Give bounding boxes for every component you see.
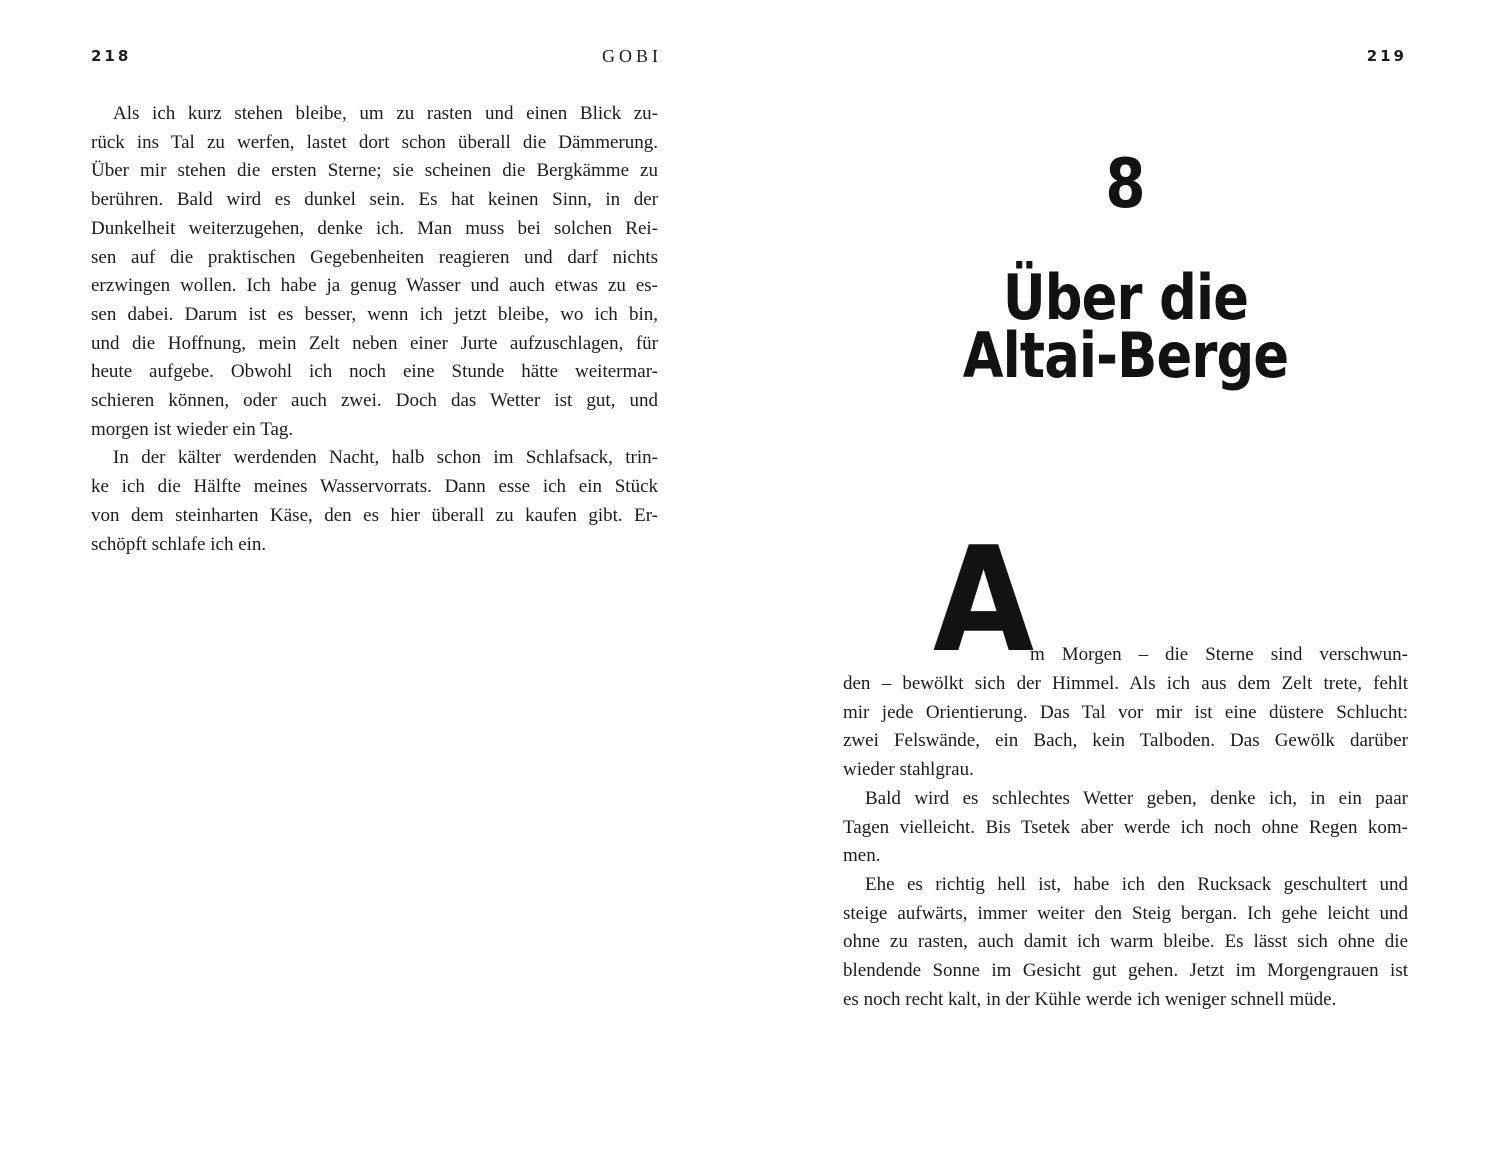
text-line: blendende Sonne im Gesicht gut gehen. Jetzt im Morgengrauen ist: [843, 960, 1408, 982]
text-line: wieder stahlgrau.: [843, 759, 974, 781]
chapter-title-line-2: Altai-Berge: [962, 319, 1289, 392]
text-line: schöpft schlafe ich ein.: [91, 533, 267, 555]
text-line: In der kälter werdenden Nacht, halb schon im Schlafsack, trin-: [113, 447, 658, 469]
text-line: Tagen vielleicht. Bis Tsetek aber werde ich noch ohne Regen kom-: [843, 816, 1408, 838]
page-number-right: 219: [1366, 47, 1407, 65]
text-line: rück ins Tal zu werfen, lastet dort schon überall die Dämmerung.: [91, 131, 658, 153]
text-line: ohne zu rasten, auch damit ich warm bleibe. Es lässt sich ohne die: [843, 931, 1408, 953]
text-line: den – bewölkt sich der Himmel. Als ich aus dem Zelt trete, fehlt: [843, 673, 1408, 694]
text-line: Bald wird es schlechtes Wetter geben, denke ich, in ein paar: [865, 787, 1408, 809]
chapter-title-line-1: Über die: [1002, 261, 1249, 334]
chapter-number: 8: [1105, 145, 1146, 224]
text-line: es noch recht kalt, in der Kühle werde ich weniger schnell müde.: [843, 988, 1337, 1010]
text-line: morgen ist wieder ein Tag.: [91, 418, 294, 440]
text-line: heute aufgebe. Obwohl ich noch eine Stunde hätte weitermar-: [91, 361, 658, 383]
text-line: berühren. Bald wird es dunkel sein. Es hat keinen Sinn, in der: [91, 189, 658, 211]
text-line: zwei Felswände, ein Bach, kein Talboden. Das Gewölk darüber: [843, 730, 1408, 752]
text-line: schieren können, oder auch zwei. Doch das Wetter ist gut, und: [91, 390, 658, 412]
text-line: Über mir stehen die ersten Sterne; sie scheinen die Bergkämme zu: [91, 160, 658, 182]
text-line: Ehe es richtig hell ist, habe ich den Rucksack geschultert und: [865, 873, 1408, 895]
left-page-text-block: [91, 100, 658, 559]
chapter-opening-line: m Morgen – die Sterne sind verschwun-: [1030, 644, 1408, 665]
text-line: Als ich kurz stehen bleibe, um zu rasten und einen Blick zu-: [113, 103, 658, 124]
text-line: von dem steinharten Käse, den es hier überall zu kaufen gibt. Er-: [91, 504, 658, 526]
text-line: erzwingen wollen. Ich habe ja genug Wasser und auch etwas zu es-: [91, 275, 658, 297]
text-line: ke ich die Hälfte meines Wasservorrats. Dann esse ich ein Stück: [91, 476, 658, 498]
text-line: und die Hoffnung, mein Zelt neben einer Jurte aufzuschlagen, für: [91, 332, 658, 354]
chapter-title: [885, 261, 1365, 392]
text-line: men.: [843, 845, 881, 867]
drop-cap-letter: A: [933, 516, 1035, 685]
text-line: mir jede Orientierung. Das Tal vor mir ist eine düstere Schlucht:: [843, 701, 1408, 723]
text-line: Dunkelheit weiterzugehen, denke ich. Man muss bei solchen Rei-: [91, 217, 658, 239]
text-line: steige aufwärts, immer weiter den Steig bergan. Ich gehe leicht und: [843, 902, 1408, 924]
page-number-left: 218: [91, 47, 132, 65]
running-header: GOBI: [602, 46, 662, 66]
text-line: sen auf die praktischen Gegebenheiten reagieren und darf nichts: [91, 246, 658, 268]
text-line: sen dabei. Darum ist es besser, wenn ich jetzt bleibe, wo ich bin,: [91, 303, 658, 325]
right-page-text-block: [843, 670, 1408, 1014]
